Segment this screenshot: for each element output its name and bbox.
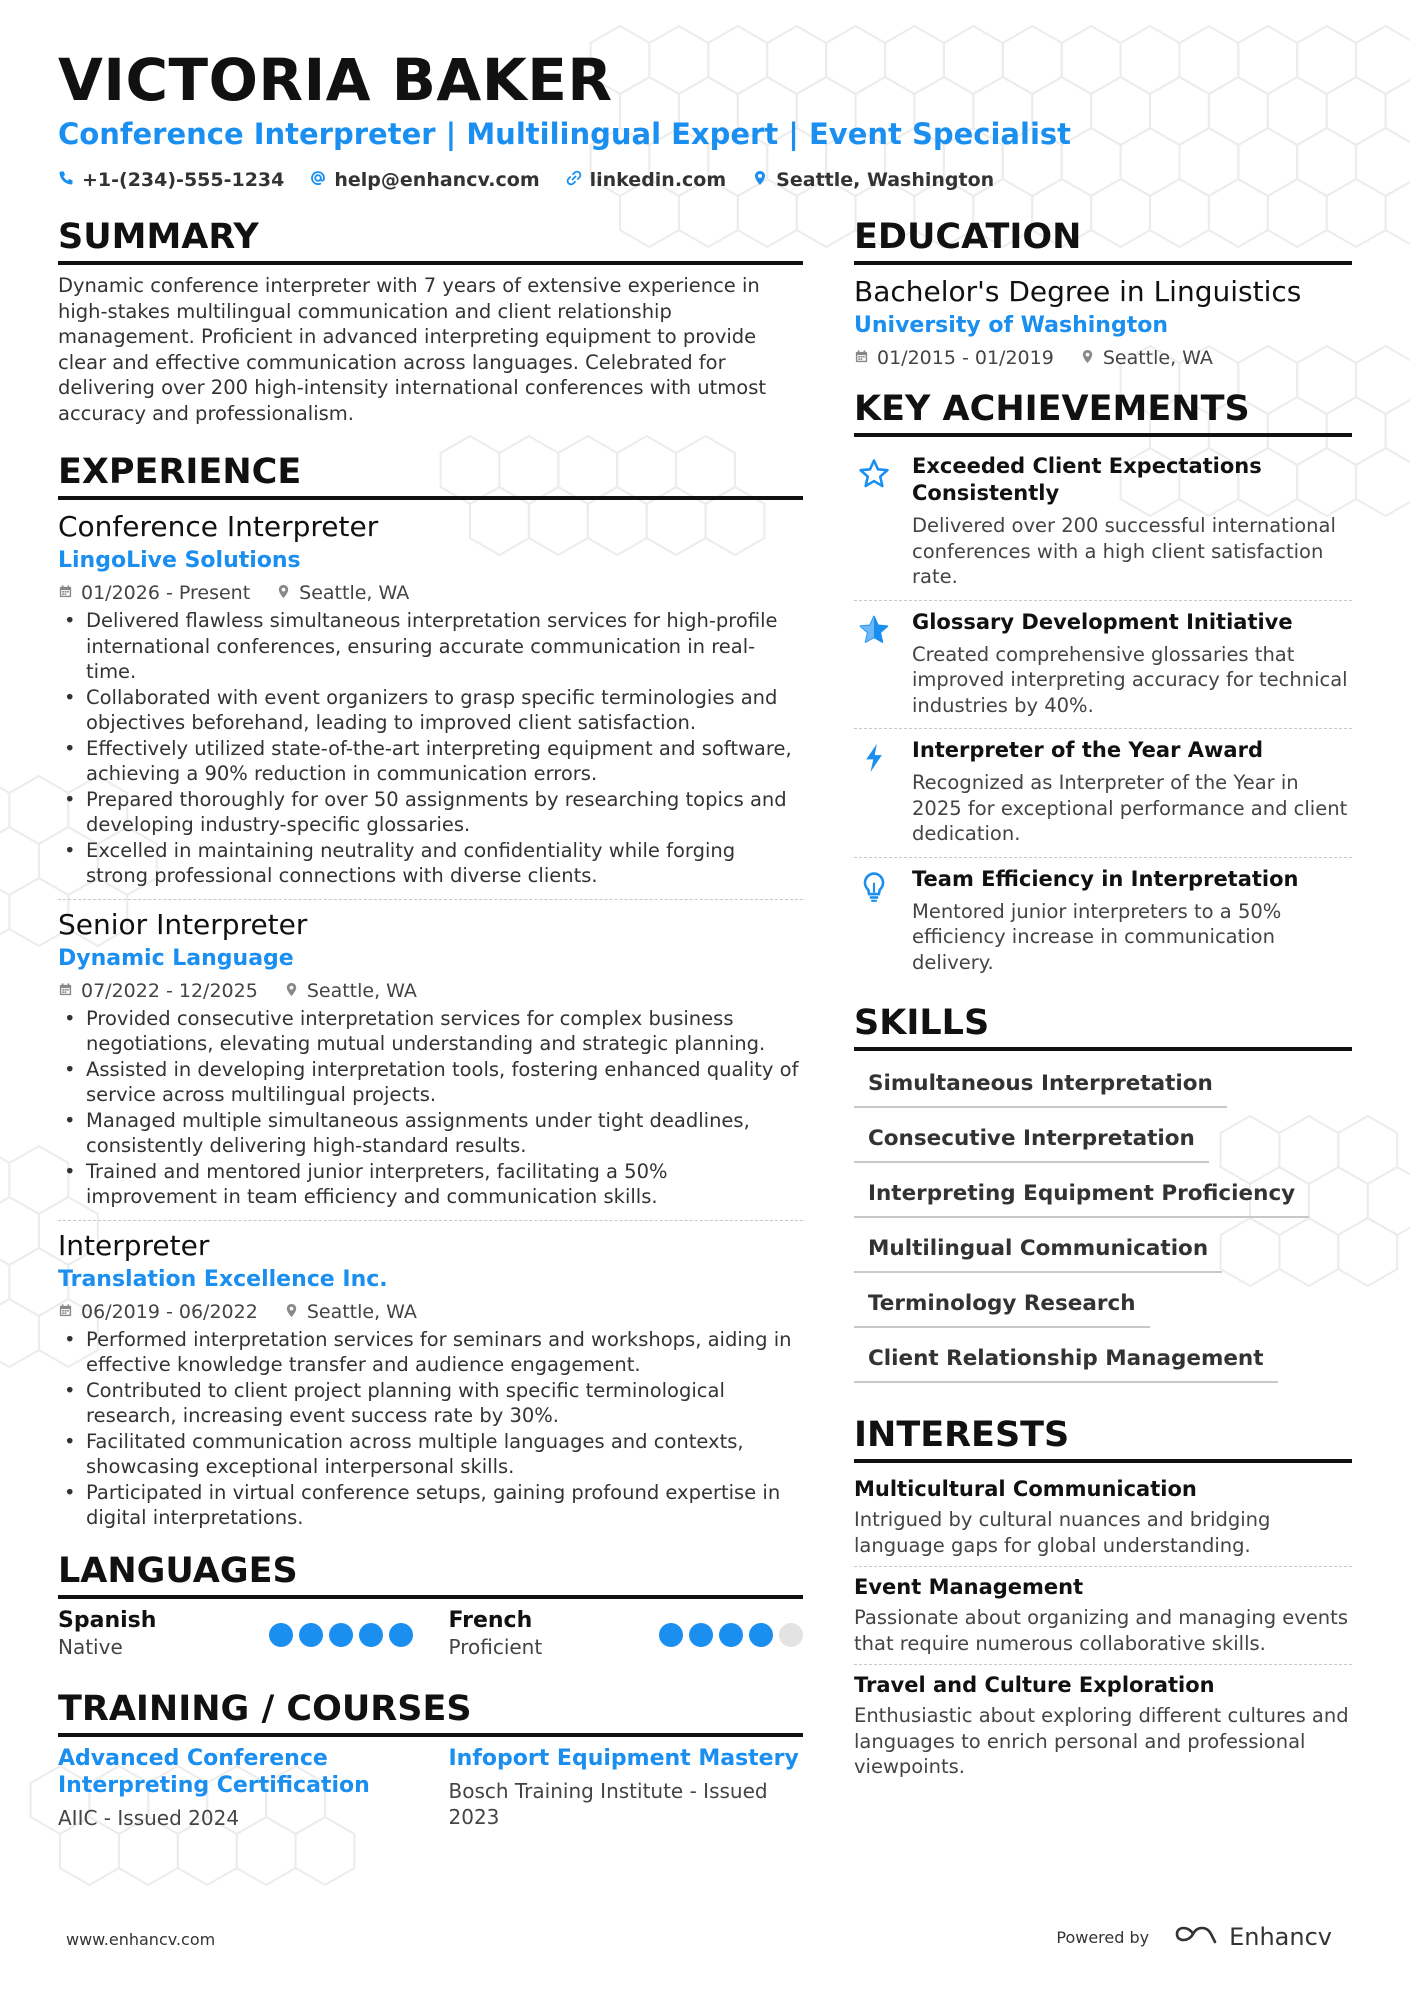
job-meta — [58, 980, 803, 1002]
skills-section — [854, 1001, 1352, 1389]
interest-title: Event Management — [854, 1575, 1084, 1599]
language-name: Spanish — [58, 1607, 157, 1633]
footer-branding — [1056, 1922, 1332, 1952]
interest-item — [854, 1566, 1352, 1664]
contact-phone[interactable] — [58, 169, 284, 191]
job-bullet: • Delivered flawless simultaneous interpretation services for high-profile international conferences, ensuring accurate communication in real-time. — [58, 608, 803, 685]
achievement-desc: Created comprehensive glossaries that improved interpreting accuracy for technical industries by 40%. — [912, 642, 1348, 717]
achievement-desc: Mentored junior interpreters to a 50% efficiency increase in communication delivery. — [912, 899, 1282, 974]
training-heading: TRAINING / COURSES — [58, 1687, 803, 1737]
job-meta — [58, 582, 803, 604]
job-location: Seattle, WA — [306, 1300, 417, 1323]
job-bullet: • Provided consecutive interpretation services for complex business negotiations, elevating mutual understanding and strategic planning. — [58, 1006, 803, 1057]
job-role: Conference Interpreter — [58, 510, 379, 543]
rating-dot-filled — [299, 1623, 323, 1647]
interest-title: Travel and Culture Exploration — [854, 1673, 1215, 1697]
skill-tag: Interpreting Equipment Proficiency — [854, 1169, 1309, 1218]
job-bullet: • Excelled in maintaining neutrality and confidentiality while forging strong professional connections with diverse clients. — [58, 838, 803, 889]
job-bullets — [58, 1327, 803, 1531]
job-role: Senior Interpreter — [58, 907, 308, 941]
interests-heading: INTERESTS — [854, 1413, 1352, 1463]
rating-dot-filled — [689, 1623, 713, 1647]
achievement-item — [854, 600, 1352, 729]
achievement-title: Glossary Development Initiative — [912, 609, 1293, 634]
course-entry — [449, 1745, 804, 1831]
rating-dot-filled — [659, 1623, 683, 1647]
education-school: University of Washington — [854, 313, 1169, 338]
achievements-heading: KEY ACHIEVEMENTS — [854, 387, 1352, 437]
job-bullets — [58, 1006, 803, 1210]
education-dates: 01/2015 - 01/2019 — [877, 347, 1054, 369]
contact-linkedin[interactable] — [566, 169, 727, 191]
job-bullet: • Assisted in developing interpretation tools, fostering enhanced quality of service across multilingual projects. — [58, 1057, 803, 1108]
experience-heading: EXPERIENCE — [58, 450, 803, 500]
rating-dot-empty — [779, 1623, 803, 1647]
location-pin-icon — [752, 169, 768, 191]
skill-tag: Simultaneous Interpretation — [854, 1059, 1227, 1108]
summary-heading: SUMMARY — [58, 215, 803, 265]
experience-entry — [58, 508, 803, 899]
contact-location-text: Seattle, Washington — [776, 169, 995, 191]
language-entry — [58, 1607, 413, 1661]
calendar-icon — [58, 582, 73, 604]
job-bullet: • Prepared thoroughly for over 50 assignments by researching topics and developing industry-specific glossaries. — [58, 787, 803, 838]
job-bullet: • Performed interpretation services for seminars and workshops, aiding in effective knowledge transfer and audience engagement. — [58, 1327, 803, 1378]
job-location: Seattle, WA — [299, 582, 410, 604]
language-entry — [449, 1607, 804, 1661]
education-meta — [854, 347, 1352, 369]
course-issuer: AIIC - Issued 2024 — [58, 1805, 240, 1830]
job-company: LingoLive Solutions — [58, 548, 301, 573]
skill-tag: Multilingual Communication — [854, 1224, 1222, 1273]
interest-desc: Enthusiastic about exploring different cultures and languages to enrich personal and professional viewpoints. — [854, 1704, 1349, 1778]
job-location: Seattle, WA — [306, 979, 417, 1002]
education-section — [854, 215, 1352, 369]
language-level: Native — [58, 1634, 123, 1659]
right-column — [854, 215, 1352, 1788]
calendar-icon — [854, 347, 869, 369]
summary-text: Dynamic conference interpreter with 7 years of extensive experience in high-stakes multilingual communication and client relationship management. Proficient in advanced interpreting equipment to provide clear and effective communication across languages. Celebrated for delivering over 200 high-intensity international conferences with utmost accuracy and professionalism. — [58, 274, 767, 425]
contact-location — [752, 169, 994, 191]
job-bullet: • Collaborated with event organizers to grasp specific terminologies and objectives beforehand, leading to improved client satisfaction. — [58, 685, 803, 736]
course-title: Advanced Conference Interpreting Certification — [58, 1745, 370, 1798]
interest-item — [854, 1664, 1352, 1788]
contact-email[interactable] — [310, 169, 539, 191]
education-location: Seattle, WA — [1102, 347, 1213, 369]
contact-email-text: help@enhancv.com — [334, 169, 540, 191]
location-pin-icon — [276, 582, 291, 604]
interest-desc: Passionate about organizing and managing events that require numerous collaborative skills. — [854, 1606, 1348, 1655]
job-bullet: • Effectively utilized state-of-the-art interpreting equipment and software, achieving a 90% reduction in communication errors. — [58, 736, 803, 787]
achievement-title: Exceeded Client Expectations Consistently — [912, 454, 1262, 505]
at-icon — [310, 169, 326, 191]
job-dates: 01/2026 - Present — [81, 582, 251, 604]
achievement-desc: Recognized as Interpreter of the Year in 2025 for exceptional performance and client dedication. — [912, 771, 1348, 845]
summary-section — [58, 215, 803, 426]
job-dates: 07/2022 - 12/2025 — [81, 979, 258, 1002]
lightbulb-icon — [857, 870, 891, 976]
skills-heading: SKILLS — [854, 1001, 1352, 1051]
rating-dot-filled — [749, 1623, 773, 1647]
rating-dot-filled — [329, 1623, 353, 1647]
job-bullet: • Facilitated communication across multiple languages and contexts, showcasing exceptional interpersonal skills. — [58, 1429, 803, 1480]
location-pin-icon — [284, 1301, 299, 1323]
job-bullet: • Trained and mentored junior interpreters, facilitating a 50% improvement in team efficiency and communication skills. — [58, 1159, 803, 1210]
candidate-name: VICTORIA BAKER — [58, 46, 613, 114]
language-rating — [269, 1623, 413, 1647]
achievement-title: Interpreter of the Year Award — [912, 738, 1263, 762]
contact-bar — [58, 169, 994, 191]
calendar-icon — [58, 980, 73, 1002]
skill-tag: Consecutive Interpretation — [854, 1114, 1209, 1163]
course-title: Infoport Equipment Mastery — [448, 1745, 799, 1771]
candidate-title: Conference Interpreter | Multilingual Expert | Event Specialist — [58, 117, 1072, 151]
languages-section — [58, 1549, 803, 1661]
lightning-icon — [857, 741, 891, 847]
language-rating — [659, 1623, 803, 1647]
training-section — [58, 1687, 803, 1831]
language-name: French — [448, 1607, 533, 1633]
enhancv-brand[interactable] — [1173, 1922, 1332, 1952]
contact-linkedin-text: linkedin.com — [589, 169, 727, 191]
link-icon — [566, 169, 582, 191]
job-company: Translation Excellence Inc. — [58, 1266, 388, 1292]
job-bullet: • Participated in virtual conference setups, gaining profound expertise in digital interpretations. — [58, 1480, 803, 1531]
left-column — [58, 215, 803, 1831]
job-bullets — [58, 608, 803, 889]
contact-phone-text: +1-(234)-555-1234 — [82, 169, 285, 191]
star-outline-icon — [857, 457, 891, 590]
experience-section — [58, 450, 803, 1541]
rating-dot-filled — [269, 1623, 293, 1647]
interest-title: Multicultural Communication — [854, 1477, 1197, 1501]
experience-entry — [58, 1220, 803, 1541]
phone-icon — [58, 169, 74, 191]
calendar-icon — [58, 1301, 73, 1323]
course-issuer: Bosch Training Institute - Issued 2023 — [448, 1778, 768, 1829]
rating-dot-filled — [359, 1623, 383, 1647]
job-dates: 06/2019 - 06/2022 — [81, 1300, 258, 1323]
job-role: Interpreter — [58, 1228, 210, 1262]
language-level: Proficient — [448, 1634, 543, 1659]
location-pin-icon — [1080, 347, 1095, 369]
languages-heading: LANGUAGES — [58, 1549, 803, 1599]
skill-tag: Terminology Research — [854, 1279, 1150, 1328]
interests-section — [854, 1413, 1352, 1788]
interest-desc: Intrigued by cultural nuances and bridging language gaps for global understanding. — [854, 1508, 1271, 1557]
brand-name: Enhancv — [1229, 1923, 1332, 1951]
achievement-desc: Delivered over 200 successful international conferences with a high client satisfaction rate. — [912, 514, 1336, 588]
interest-item — [854, 1471, 1352, 1566]
powered-by-label: Powered by — [1056, 1927, 1150, 1947]
education-heading: EDUCATION — [854, 215, 1352, 265]
job-company: Dynamic Language — [58, 945, 294, 971]
job-bullet: • Managed multiple simultaneous assignments under tight deadlines, consistently delivering high-standard results. — [58, 1108, 803, 1159]
achievement-title: Team Efficiency in Interpretation — [912, 866, 1299, 891]
footer-website-link[interactable]: www.enhancv.com — [66, 1930, 216, 1949]
achievements-section — [854, 387, 1352, 985]
experience-entry — [58, 899, 803, 1220]
skill-tag: Client Relationship Management — [854, 1334, 1278, 1383]
star-filled-icon — [857, 613, 891, 719]
location-pin-icon — [284, 980, 299, 1002]
rating-dot-filled — [389, 1623, 413, 1647]
job-bullet: • Contributed to client project planning with specific terminological research, increasing event success rate by 30%. — [58, 1378, 803, 1429]
enhancv-logo-icon — [1173, 1922, 1219, 1952]
rating-dot-filled — [719, 1623, 743, 1647]
job-meta — [58, 1301, 803, 1323]
education-degree: Bachelor's Degree in Linguistics — [854, 275, 1302, 308]
course-entry — [58, 1745, 413, 1831]
achievement-item — [854, 728, 1352, 857]
achievement-item — [854, 857, 1352, 986]
achievement-item — [854, 445, 1352, 600]
